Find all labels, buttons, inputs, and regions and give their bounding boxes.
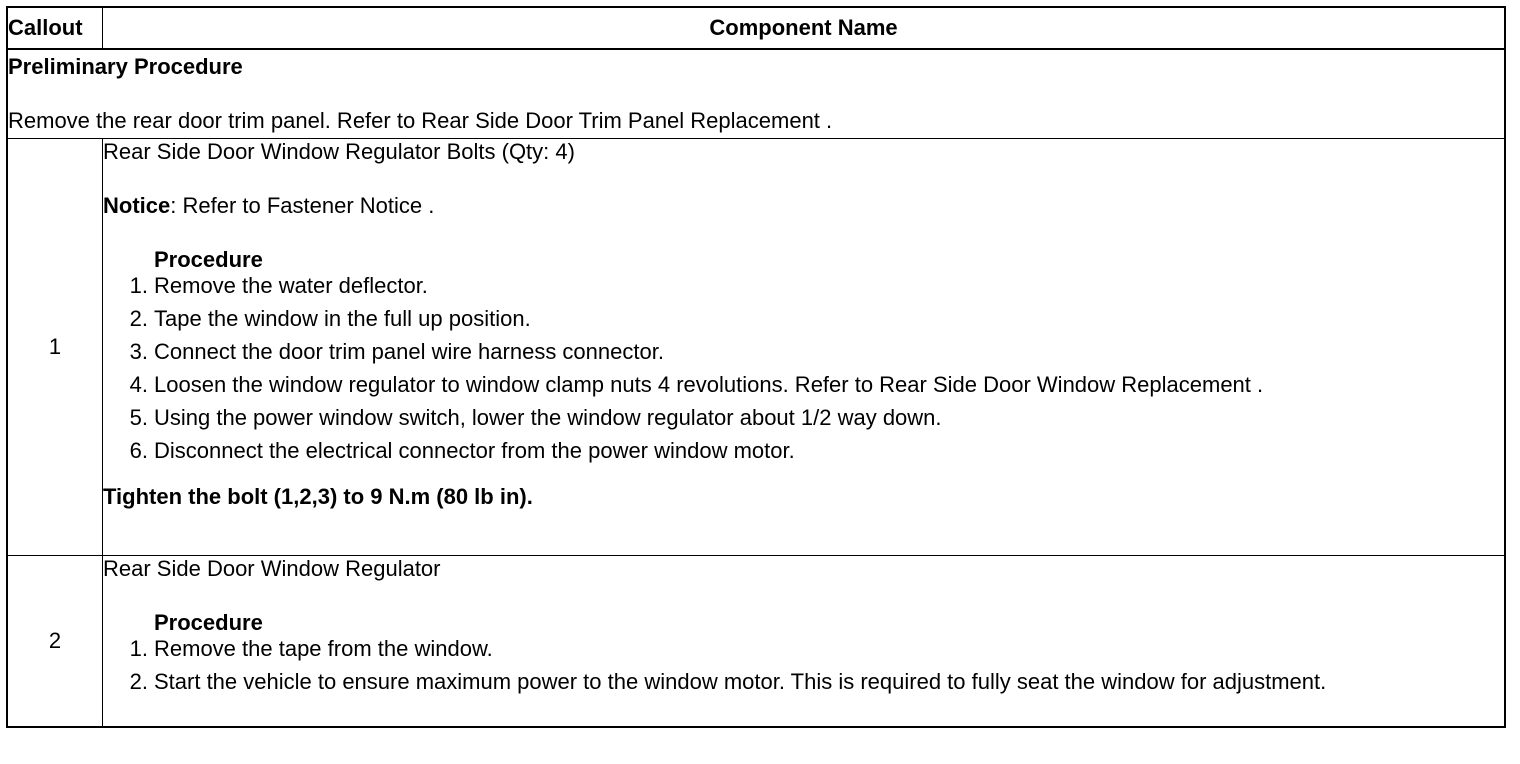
step-number: 3. [129, 339, 148, 364]
step-number: 6. [129, 438, 148, 463]
preliminary-text: Remove the rear door trim panel. Refer to Rear Side Door Trim Panel Replacement . [8, 108, 833, 133]
list-item [103, 636, 1504, 662]
procedure-steps [103, 636, 1504, 695]
step-number: 5. [129, 405, 148, 430]
procedure-heading: Procedure [154, 247, 263, 272]
step-text: Tape the window in the full up position. [154, 306, 531, 331]
tighten-spec: Tighten the bolt (1,2,3) to 9 N.m (80 lb in). [103, 484, 533, 509]
notice-label: Notice [103, 193, 171, 218]
notice-text: : Refer to Fastener Notice . [170, 193, 435, 218]
list-item [103, 669, 1504, 695]
table-row [7, 139, 1505, 556]
step-number: 2. [129, 669, 148, 694]
step-number: 1. [129, 273, 148, 298]
list-item [103, 306, 1504, 332]
step-number: 2. [129, 306, 148, 331]
callout-column-header: Callout [7, 7, 103, 49]
callout-number: 1 [7, 139, 103, 556]
component-cell [103, 139, 1506, 556]
list-item [103, 339, 1504, 365]
component-name-column-header: Component Name [103, 7, 1506, 49]
step-number: 1. [129, 636, 148, 661]
component-name: Rear Side Door Window Regulator [103, 556, 441, 581]
preliminary-row [7, 49, 1505, 139]
preliminary-title: Preliminary Procedure [8, 54, 243, 79]
step-text: Remove the water deflector. [154, 273, 428, 298]
procedure-table [6, 6, 1506, 728]
step-text: Remove the tape from the window. [154, 636, 493, 661]
component-name: Rear Side Door Window Regulator Bolts (Qty: 4) [103, 139, 575, 164]
component-cell [103, 556, 1506, 728]
list-item [103, 372, 1504, 398]
table-header-row [7, 7, 1505, 49]
step-text: Connect the door trim panel wire harness connector. [154, 339, 664, 364]
procedure-heading: Procedure [154, 610, 263, 635]
table-row [7, 556, 1505, 728]
callout-number: 2 [7, 556, 103, 728]
list-item [103, 438, 1504, 464]
preliminary-cell [7, 49, 1505, 139]
step-number: 4. [129, 372, 148, 397]
list-item [103, 405, 1504, 431]
step-text: Start the vehicle to ensure maximum power to the window motor. This is required to fully seat the window for adjustment. [154, 669, 1327, 694]
list-item [103, 273, 1504, 299]
step-text: Using the power window switch, lower the window regulator about 1/2 way down. [154, 405, 942, 430]
step-text: Loosen the window regulator to window clamp nuts 4 revolutions. Refer to Rear Side Door Window Replacement . [154, 372, 1264, 397]
step-text: Disconnect the electrical connector from the power window motor. [154, 438, 795, 463]
notice-line [103, 193, 1504, 219]
procedure-steps [103, 273, 1504, 464]
